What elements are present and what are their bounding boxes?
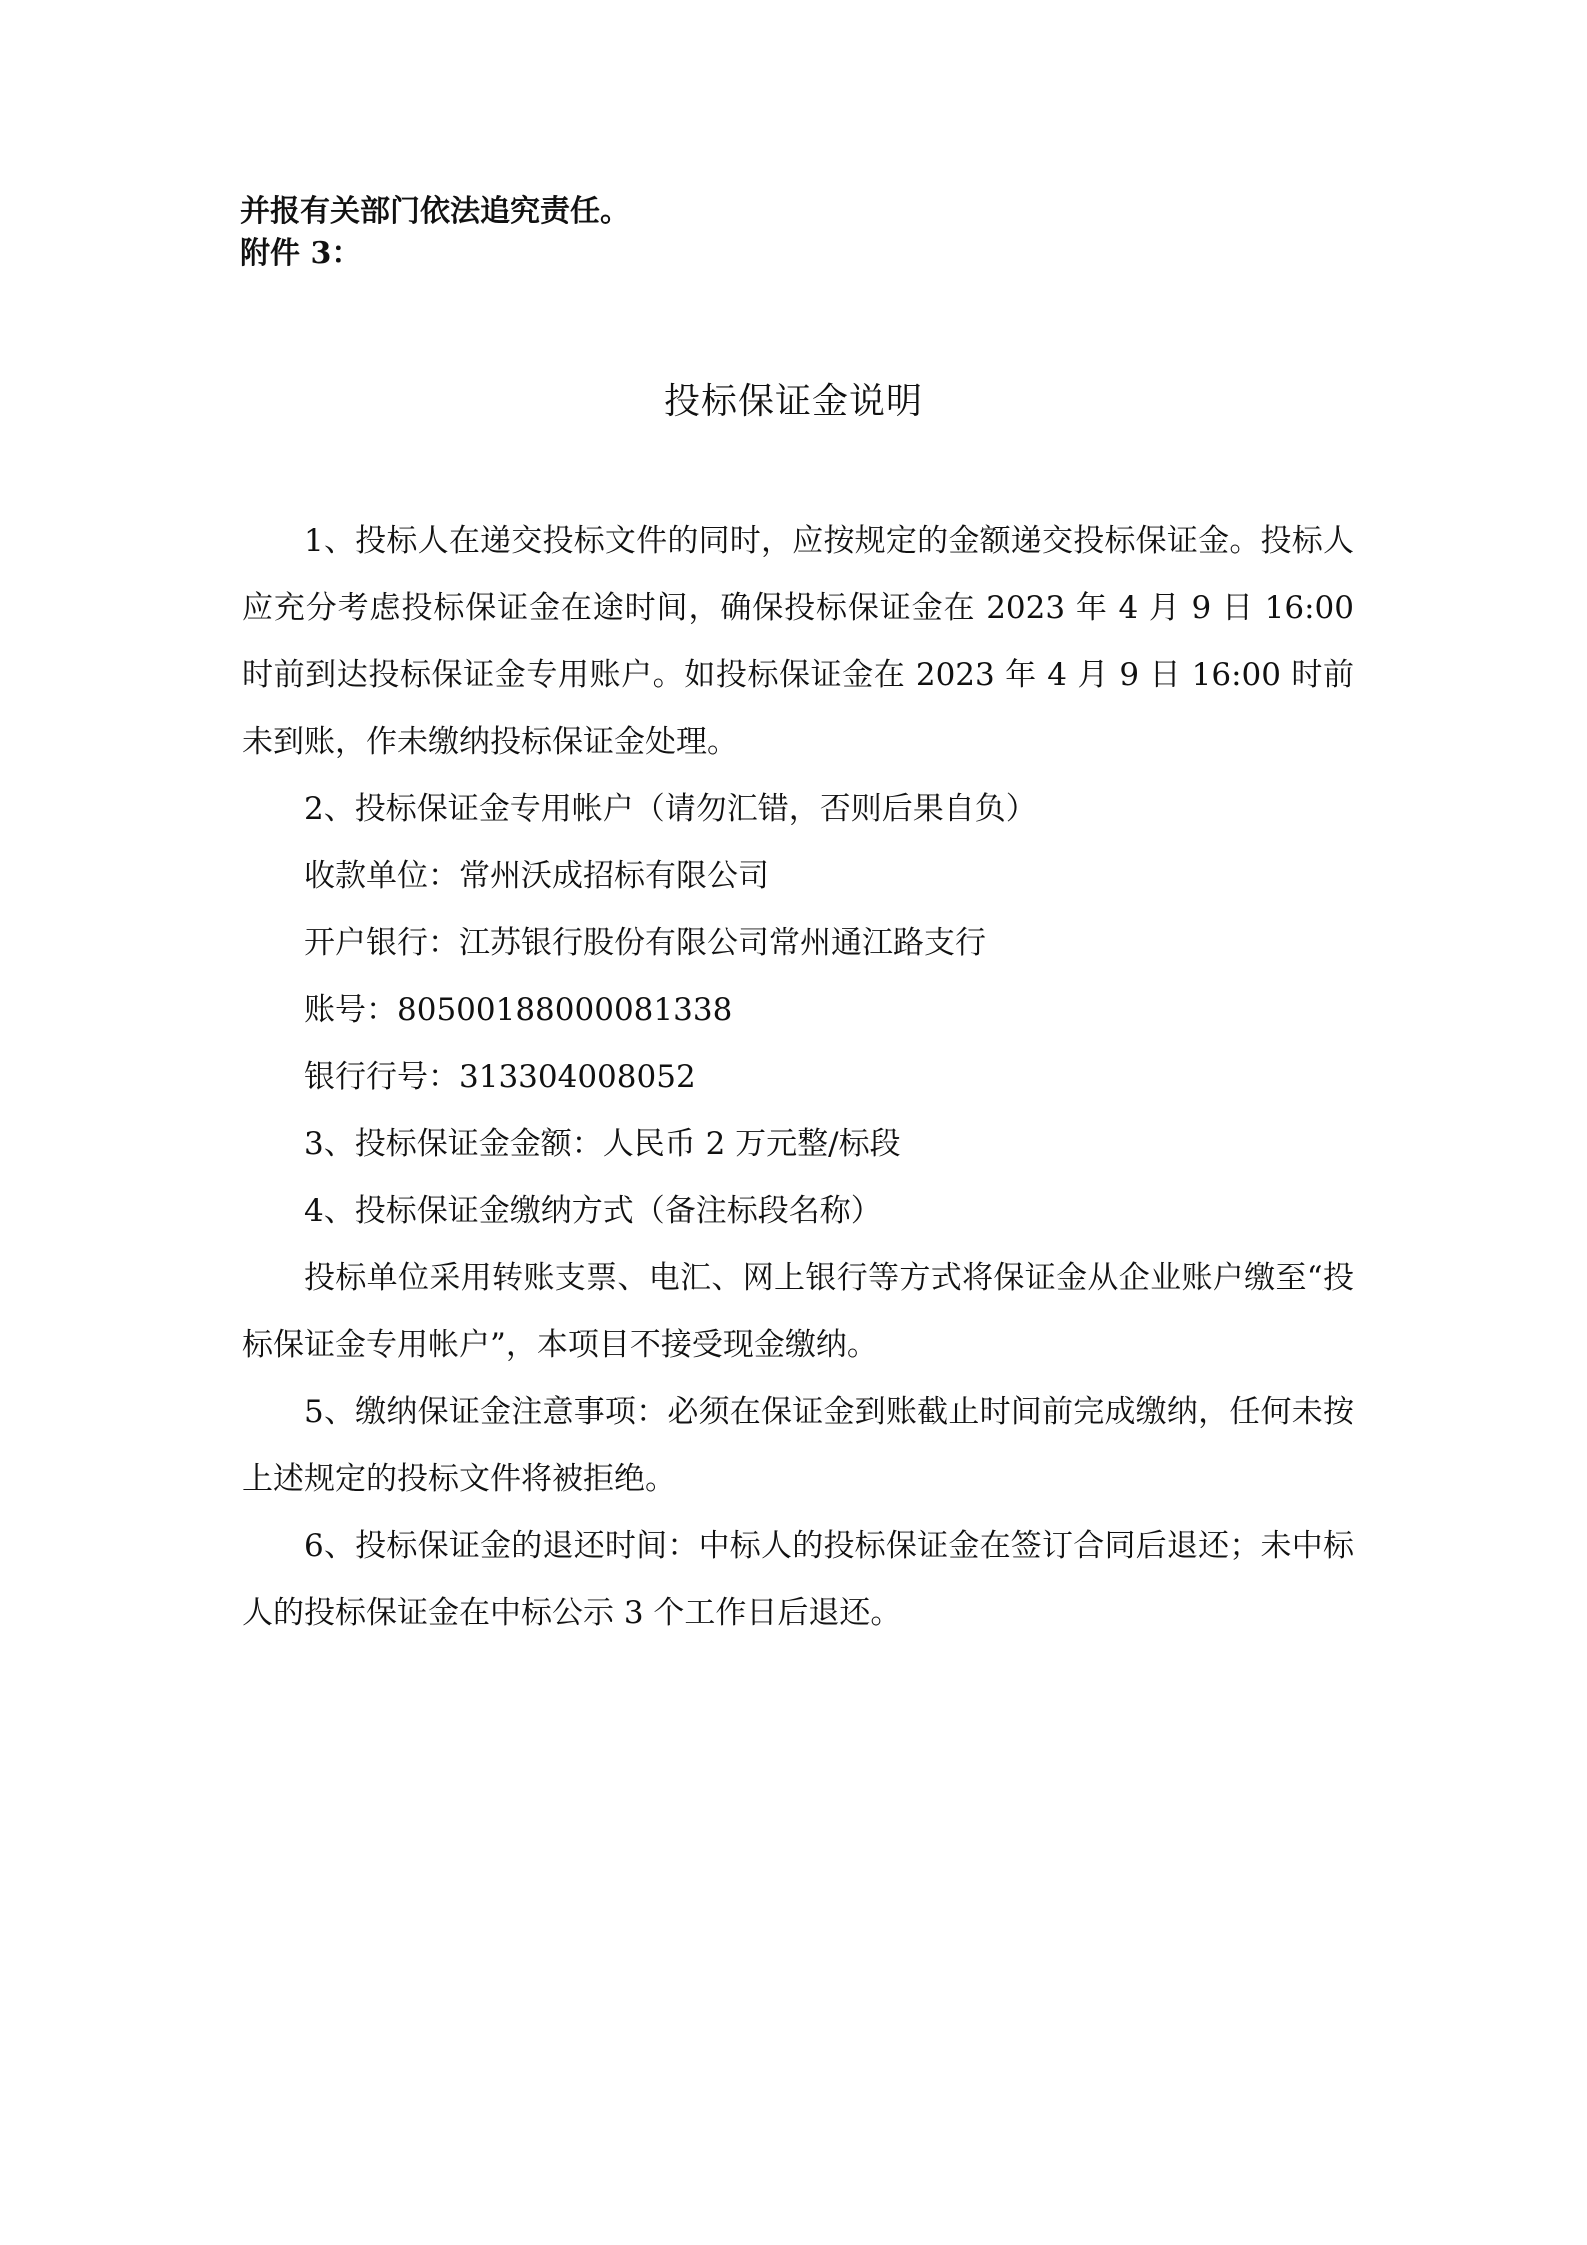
paragraph-amount: 3、投标保证金金额：人民币 2 万元整/标段 [304, 1126, 901, 1162]
paragraph-bank-code: 银行行号：313304008052 [304, 1059, 696, 1095]
attachment-label: 附件 3： [240, 236, 362, 271]
paragraph-payment-method-heading: 4、投标保证金缴纳方式（备注标段名称） [304, 1193, 882, 1229]
paragraph-payment-method: 投标单位采用转账支票、电汇、网上银行等方式将保证金从企业账户缴至“投标保证金专用帐户”，本项目不接受现金缴纳。 [242, 1260, 1354, 1363]
document-body [242, 508, 1354, 1647]
document-title: 投标保证金说明 [663, 381, 923, 422]
continuation-line: 并报有关部门依法追究责任。 [240, 194, 630, 229]
paragraph-bank: 开户银行：江苏银行股份有限公司常州通江路支行 [304, 925, 986, 961]
paragraph-payee: 收款单位：常州沃成招标有限公司 [304, 858, 769, 894]
paragraph-refund: 6、投标保证金的退还时间：中标人的投标保证金在签订合同后退还；未中标人的投标保证金在中标公示 3 个工作日后退还。 [242, 1528, 1354, 1631]
paragraph-notes: 5、缴纳保证金注意事项：必须在保证金到账截止时间前完成缴纳，任何未按上述规定的投标文件将被拒绝。 [242, 1394, 1354, 1497]
paragraph-deposit-deadline: 1、投标人在递交投标文件的同时，应按规定的金额递交投标保证金。投标人应充分考虑投标保证金在途时间，确保投标保证金在 2023 年 4 月 9 日 16:00 时前到达投标保证金专用账户。如投标保证金在 2023 年 4 月 9 日 16:00 时前未到账，作未缴纳投标保证金处理。 [242, 523, 1354, 760]
paragraph-account-number: 账号：80500188000081338 [304, 992, 733, 1028]
paragraph-account-heading: 2、投标保证金专用帐户（请勿汇错，否则后果自负） [304, 791, 1037, 827]
